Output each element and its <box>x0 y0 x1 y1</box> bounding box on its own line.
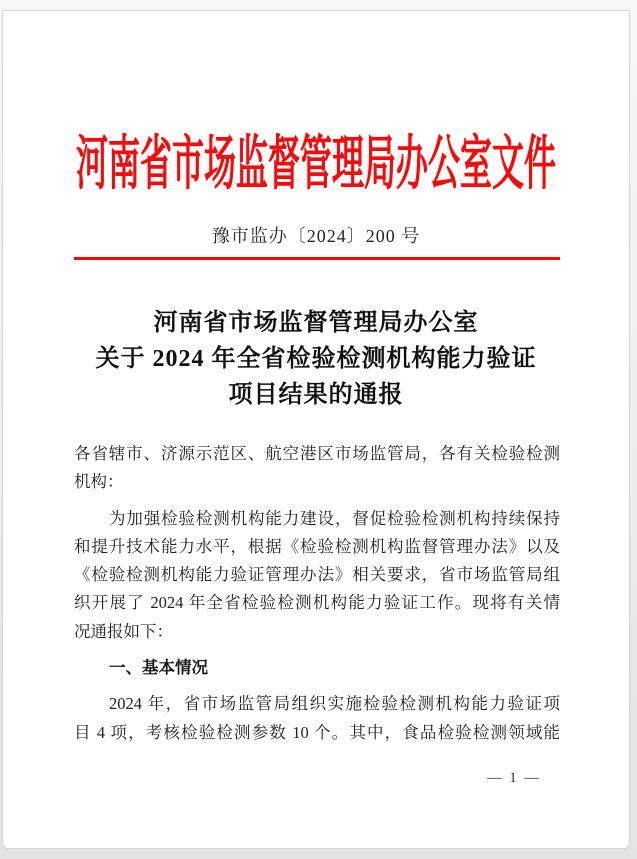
body-line: 目 4 项，考核检验检测参数 10 个。其中，食品检验检测领域能 <box>74 722 560 742</box>
document-title <box>3 305 629 413</box>
intro-paragraph <box>74 505 560 646</box>
body-line: 和提升技术能力水平，根据《检验检测机构监督管理办法》以及 <box>74 536 560 556</box>
document-page <box>2 10 630 849</box>
body-line: 况通报如下： <box>74 621 173 641</box>
page-number: — 1 — <box>487 770 541 786</box>
body-line: 为加强检验检测机构能力建设，督促检验检测机构持续保持 <box>109 508 560 528</box>
document-header-title: 河南省市场监督管理局办公室文件 <box>75 129 556 197</box>
document-title-line-3: 项目结果的通报 <box>228 382 404 408</box>
document-title-line-1: 河南省市场监督管理局办公室 <box>153 310 479 336</box>
salutation-paragraph <box>74 440 560 497</box>
document-number: 豫市监办〔2024〕200 号 <box>211 226 421 246</box>
body-line: 2024 年，省市场监管局组织实施检验检测机构能力验证项 <box>109 694 560 714</box>
salutation-line: 各省辖市、济源示范区、航空港区市场监管局，各有关检验检测 <box>74 444 560 463</box>
red-divider-line <box>74 257 560 260</box>
body-line: 织开展了 2024 年全省检验检测机构能力验证工作。现将有关情 <box>74 593 560 613</box>
section-paragraph <box>74 690 560 747</box>
document-title-line-2: 关于 2024 年全省检验检测机构能力验证 <box>95 346 537 372</box>
document-body <box>74 440 560 747</box>
body-line: 《检验检测机构能力验证管理办法》相关要求，省市场监管局组 <box>74 565 560 585</box>
salutation-line: 机构： <box>74 472 124 492</box>
section-heading: 一、基本情况 <box>109 659 208 678</box>
